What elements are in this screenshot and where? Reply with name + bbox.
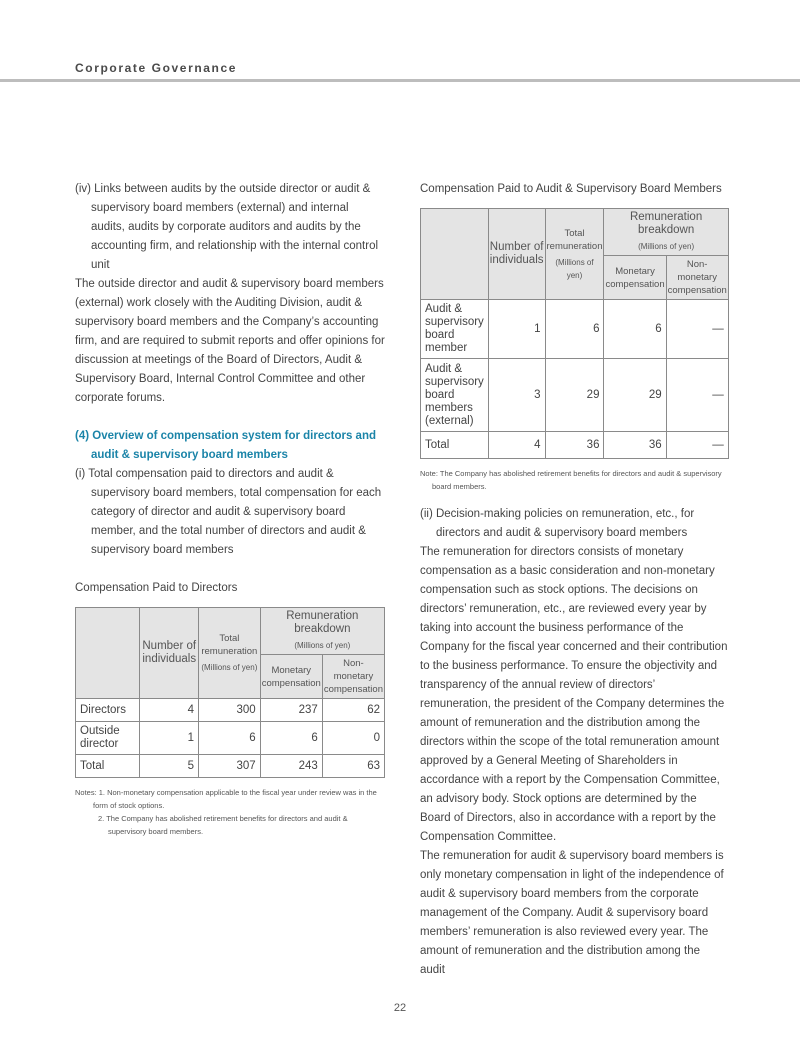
item-ii: (ii) Decision-making policies on remuneration, etc., for directors and audit & supervisory board members [420,508,695,539]
directors-compensation-table [75,607,385,778]
header-breakdown [604,209,728,256]
directors-table-caption: Compensation Paid to Directors [75,582,238,594]
table-row [76,755,385,778]
row-monetary: 237 [260,699,322,722]
header-total-unit: (Millions of yen) [201,663,258,672]
spacer [420,493,728,505]
header-breakdown-label: Remuneration breakdown [629,211,703,236]
row-monetary: 6 [260,722,322,755]
row-label: Directors [76,699,140,722]
row-label: Total [421,432,489,459]
row-total: 307 [199,755,261,778]
row-label: Audit & supervisory board member [421,300,489,359]
header-total-label: Total remuneration [546,227,603,252]
note-1: Notes: 1. Non-monetary compensation applicable to the fiscal year under review was in the form of stock options. [75,788,377,810]
right-paragraph-1: The remuneration for directors consists of monetary compensation as a basic consideration and non-monetary compensation such as stock options. The decisions on directors’ remuneration, etc., are reviewed every year by taking into account the business performance of the Company for the fiscal year concerned and their contribution to the business performance. To ensure the objectivity and transparency of the annual review of directors’ remuneration, the president of the Company determines the amount of remuneration and the distribution among the directors within the scope of the total remuneration amount approved by a General Meeting of Shareholders in accordance with a report by the Compensation Committee, an advisory body. Stock options are determined by the Board of Directors, also in accordance with a report by the Compensation Committee. [420,546,728,843]
row-nonmonetary: 0 [322,722,384,755]
row-number: 4 [140,699,199,722]
row-number: 5 [140,755,199,778]
asb-compensation-table [420,208,729,459]
row-total: 6 [199,722,261,755]
left-paragraph: The outside director and audit & supervisory board members (external) work closely with the Auditing Division, audit & supervisory board members and the Company’s accounting firm, and are required to submit reports and offer opinions for discussion at meetings of the Board of Directors, Audit & Supervisory Board, Internal Control Committee and other corporate forums. [75,278,385,404]
row-nonmonetary: 63 [322,755,384,778]
asb-table-caption: Compensation Paid to Audit & Supervisory Board Members [420,183,722,195]
header-breakdown-unit: (Millions of yen) [638,242,695,251]
header-nonmonetary: Non-monetary compensation [322,655,384,699]
header-total-label: Total remuneration [201,633,258,657]
header-number: Number of individuals [140,608,199,699]
header-number: Number of individuals [488,209,545,300]
header-total-unit: (Millions of yen) [555,257,594,280]
item-i: (i) Total compensation paid to directors and audit & supervisory board members, total compensation for each category of director and audit & supervisory board member, and the total number of directors and audit & supervisory board members [75,468,382,556]
spacer [75,560,385,579]
item-iv: (iv) Links between audits by the outside director or audit & supervisory board members (external) and internal audits, audits by corporate auditors and audits by the accounting firm, and relationship with the internal control unit [75,183,379,271]
row-label: Total [76,755,140,778]
header-breakdown [260,608,384,655]
table-header-row [421,209,729,256]
row-monetary: 36 [604,432,666,459]
section-heading-4: (4) Overview of compensation system for directors and audit & supervisory board members [75,430,376,461]
note-2: 2. The Company has abolished retirement benefits for directors and audit & supervisory board members. [98,814,348,836]
header-breakdown-unit: (Millions of yen) [294,641,351,650]
table-row [76,722,385,755]
left-column [75,180,385,838]
table-row [421,432,729,459]
header-monetary: Monetary compensation [604,256,666,300]
row-nonmonetary: — [666,300,728,359]
table-header-row [76,608,385,655]
row-total: 6 [545,300,604,359]
table-row [76,699,385,722]
asb-table-notes [420,467,728,493]
header-total [545,209,604,300]
header-rule [0,79,800,82]
row-monetary: 243 [260,755,322,778]
row-nonmonetary: — [666,359,728,432]
header-category [421,209,489,300]
row-nonmonetary: 62 [322,699,384,722]
header-category [76,608,140,699]
row-monetary: 29 [604,359,666,432]
table-row [421,359,729,432]
row-label: Outside director [76,722,140,755]
row-monetary: 6 [604,300,666,359]
row-number: 1 [140,722,199,755]
row-total: 36 [545,432,604,459]
header-nonmonetary: Non-monetary compensation [666,256,728,300]
row-label: Audit & supervisory board members (external) [421,359,489,432]
header-monetary: Monetary compensation [260,655,322,699]
header-breakdown-label: Remuneration breakdown [286,610,359,635]
header-total [199,608,261,699]
note: Note: The Company has abolished retirement benefits for directors and audit & supervisory board members. [420,469,722,491]
section-header: Corporate Governance [75,61,238,75]
row-total: 29 [545,359,604,432]
row-total: 300 [199,699,261,722]
right-column [420,180,728,980]
table-row [421,300,729,359]
right-paragraph-2: The remuneration for audit & supervisory board members is only monetary compensation in light of the independence of audit & supervisory board members from the corporate management of the Company. Audit & supervisory board members’ remuneration is also reviewed every year. The amount of remuneration and the distribution among the audit [420,850,724,976]
row-number: 4 [488,432,545,459]
page-number: 22 [393,1002,407,1014]
row-number: 1 [488,300,545,359]
directors-table-notes [75,786,385,838]
row-number: 3 [488,359,545,432]
row-nonmonetary: — [666,432,728,459]
